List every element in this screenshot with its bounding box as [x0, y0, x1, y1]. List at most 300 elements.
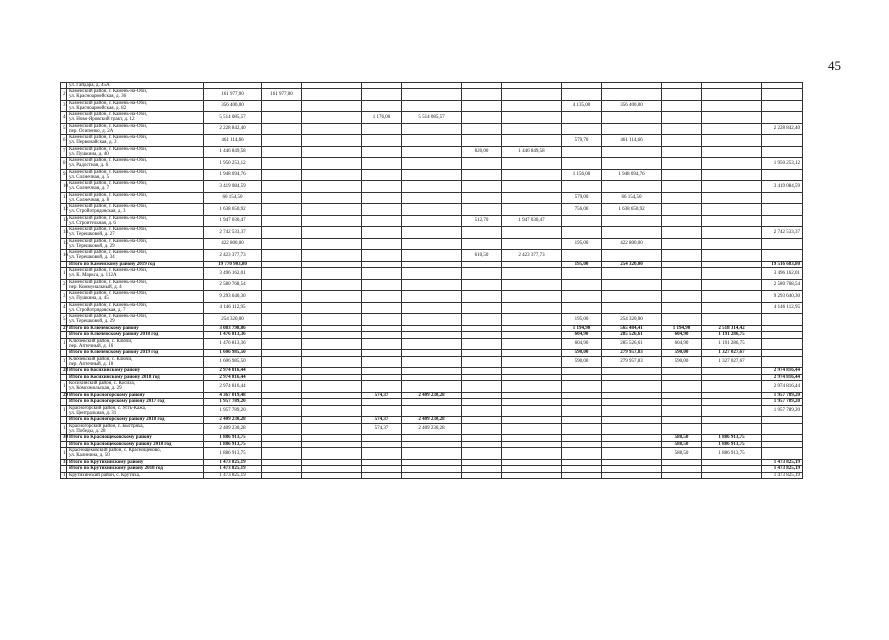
address-cell [67, 100, 204, 112]
address-cell [67, 314, 204, 326]
value-cell [362, 472, 402, 479]
address-line: ул. Строительная, д. 6 [69, 220, 116, 226]
value-cell [402, 227, 462, 239]
value-cell [262, 250, 302, 262]
row-number-cell: 7 [61, 146, 67, 158]
value-cell: 588,50 [662, 441, 702, 448]
value-cell [702, 215, 762, 227]
value-cell: 2 228 842,40 [762, 123, 803, 135]
value-cell: 1 194,90 [562, 325, 602, 332]
address-line: ул. Пушкина, д. 40 [69, 151, 109, 157]
value-cell [462, 192, 502, 204]
total-cost-cell: 461 114,66 [204, 135, 262, 147]
value-cell [562, 302, 602, 314]
value-cell [662, 268, 702, 280]
value-cell [362, 215, 402, 227]
row-number-cell: 11 [61, 192, 67, 204]
value-cell [702, 100, 762, 112]
address-cell [67, 423, 204, 435]
value-cell [662, 89, 702, 101]
value-cell: 2 409 230,28 [402, 423, 462, 435]
row-number-cell: 14 [61, 227, 67, 239]
address-line: Итого по Крутихинскому району 2018 год [69, 466, 163, 472]
value-cell: 512,70 [462, 215, 502, 227]
row-number-cell: 2 [61, 279, 67, 291]
value-cell [302, 146, 362, 158]
value-cell [462, 356, 502, 368]
value-cell [762, 314, 803, 326]
address-line: Итого по Краснощековскому району 2018 год [69, 441, 172, 447]
value-cell [502, 405, 562, 417]
value-cell [362, 314, 402, 326]
total-cost-cell: 1 473 825,19 [204, 472, 262, 479]
address-line: ул. Первомайская, д. 3 [69, 140, 117, 146]
value-cell: 1 473 825,19 [762, 472, 803, 479]
value-cell: 195,00 [562, 238, 602, 250]
value-cell [562, 268, 602, 280]
value-cell [662, 181, 702, 193]
table-row [61, 268, 803, 280]
value-cell: 2 742 533,37 [762, 227, 803, 239]
value-cell [562, 291, 602, 303]
value-cell [362, 204, 402, 216]
value-cell [702, 238, 762, 250]
row-number-cell: 12 [61, 204, 67, 216]
value-cell [302, 227, 362, 239]
value-cell: 574,37 [362, 423, 402, 435]
value-cell [462, 123, 502, 135]
address-line: Краснощековский район, с. Краснощеково, [69, 448, 161, 454]
address-line: ул. Комсомольская, д. 29 [69, 386, 122, 392]
value-cell [602, 448, 662, 460]
value-cell [402, 291, 462, 303]
value-cell [562, 112, 602, 124]
value-cell [362, 356, 402, 368]
table-row [61, 338, 803, 350]
value-cell [562, 123, 602, 135]
value-cell [762, 238, 803, 250]
value-cell [502, 381, 562, 393]
value-cell [302, 291, 362, 303]
address-cell [67, 192, 204, 204]
value-cell [262, 448, 302, 460]
value-cell [262, 146, 302, 158]
value-cell: 2 974 816,44 [762, 368, 803, 375]
address-cell [67, 89, 204, 101]
value-cell [402, 135, 462, 147]
total-cost-cell: 66 154,50 [204, 192, 262, 204]
total-cost-cell: 1 476 813,36 [204, 338, 262, 350]
row-number-cell: 30 [61, 435, 67, 442]
value-cell: 1 473 825,19 [762, 466, 803, 473]
total-cost-cell: 9 293 640,30 [204, 291, 262, 303]
address-line: ул. Терешковой, д. 34 [69, 255, 115, 261]
value-cell [662, 192, 702, 204]
value-cell: 2 409 230,28 [402, 417, 462, 424]
table-row [61, 302, 803, 314]
value-cell: 2 423 377,73 [502, 250, 562, 262]
address-line: ул. Ново-Яровский тракт, д. 12 [69, 117, 135, 123]
value-cell [362, 135, 402, 147]
value-cell [302, 423, 362, 435]
value-cell: 9 293 640,30 [762, 291, 803, 303]
value-cell [562, 215, 602, 227]
value-cell [702, 204, 762, 216]
row-number-cell: 1 [61, 356, 67, 368]
value-cell [462, 238, 502, 250]
value-cell [502, 169, 562, 181]
value-cell [362, 448, 402, 460]
address-line: пер. Аптечный, д. 16 [69, 343, 114, 349]
total-cost-cell: 1 948 694,76 [204, 169, 262, 181]
value-cell [662, 250, 702, 262]
value-cell [402, 338, 462, 350]
value-cell [662, 423, 702, 435]
address-line: Крутихинский район, с. Крутиха, [69, 472, 141, 478]
address-line: Итого по Косихинскому району 2018 год [69, 374, 160, 380]
value-cell [502, 302, 562, 314]
value-cell [662, 279, 702, 291]
row-number-cell: 1 [61, 472, 67, 479]
table-row [61, 448, 803, 460]
address-cell [67, 181, 204, 193]
address-line: Итого по Краснощековскому району [69, 435, 152, 441]
value-cell [262, 227, 302, 239]
value-cell: 461 114,66 [602, 135, 662, 147]
address-cell [67, 123, 204, 135]
value-cell [462, 227, 502, 239]
value-cell [602, 279, 662, 291]
total-cost-cell: 1 638 650,92 [204, 204, 262, 216]
table-row [61, 158, 803, 170]
value-cell [662, 238, 702, 250]
value-cell [702, 472, 762, 479]
value-cell: 610,50 [462, 250, 502, 262]
table-row [61, 123, 803, 135]
value-cell [502, 204, 562, 216]
value-cell [402, 356, 462, 368]
address-line: ул. Калинина, д. 50 [69, 453, 110, 459]
value-cell [502, 135, 562, 147]
total-cost-cell: 3 496 162,01 [204, 268, 262, 280]
value-cell [362, 381, 402, 393]
value-cell [702, 158, 762, 170]
value-cell: 579,00 [562, 192, 602, 204]
value-cell [462, 112, 502, 124]
value-cell: 2 974 816,44 [762, 374, 803, 381]
value-cell [402, 146, 462, 158]
row-number-cell: 10 [61, 181, 67, 193]
value-cell [302, 204, 362, 216]
value-cell [262, 302, 302, 314]
address-line: Каменский район, г. Камень-на-Оби, [69, 291, 147, 297]
value-cell [362, 89, 402, 101]
address-cell [67, 405, 204, 417]
address-line: Каменский район, г. Камень-на-Оби, [69, 112, 147, 118]
value-cell [302, 112, 362, 124]
address-line: Каменский район, г. Камень-на-Оби, [69, 169, 147, 175]
value-cell: 579,70 [562, 135, 602, 147]
value-cell: 820,00 [462, 146, 502, 158]
value-cell: 1 473 825,19 [762, 459, 803, 466]
capital-repair-table [60, 82, 803, 479]
value-cell [362, 181, 402, 193]
address-cell [67, 146, 204, 158]
address-line: ул. Пушкина, д. 45 [69, 296, 109, 302]
value-cell [702, 405, 762, 417]
value-cell [362, 146, 402, 158]
table-row [61, 238, 803, 250]
address-line: пер. Осипенко, д. 2А [69, 128, 114, 134]
address-cell [67, 472, 204, 479]
total-cost-cell: 19 770 903,80 [204, 261, 262, 268]
total-cost-cell: 161 977,00 [204, 89, 262, 101]
value-cell [602, 381, 662, 393]
address-line: Каменский район, г. Камень-на-Оби, [69, 215, 147, 221]
value-cell [562, 279, 602, 291]
table-row [61, 146, 803, 158]
address-line: ул. Стройотрядовская, д. 7 [69, 307, 126, 313]
value-cell [762, 215, 803, 227]
row-number-cell: 9 [61, 169, 67, 181]
total-cost-cell: 356 400,00 [204, 100, 262, 112]
total-cost-cell: 2 974 816,44 [204, 374, 262, 381]
value-cell [462, 169, 502, 181]
address-line: Каменский район, г. Камень-на-Оби, [69, 238, 147, 244]
address-line: Итого по Крутихинскому району [69, 459, 144, 465]
value-cell [502, 238, 562, 250]
value-cell [662, 302, 702, 314]
total-cost-cell: 2 409 230,28 [204, 423, 262, 435]
value-cell: 1 327 027,67 [702, 350, 762, 357]
address-cell [67, 227, 204, 239]
value-cell [702, 146, 762, 158]
value-cell [662, 381, 702, 393]
value-cell: 254 320,00 [602, 314, 662, 326]
value-cell [402, 472, 462, 479]
total-cost-cell: 3 083 798,86 [204, 325, 262, 332]
table-row [61, 227, 803, 239]
value-cell [262, 268, 302, 280]
value-cell [262, 123, 302, 135]
value-cell [402, 279, 462, 291]
value-cell [602, 268, 662, 280]
total-cost-cell: 1 957 789,20 [204, 405, 262, 417]
address-line: Каменский район, г. Камень-на-Оби, [69, 181, 147, 187]
value-cell: 4 146 112,95 [762, 302, 803, 314]
value-cell [402, 448, 462, 460]
value-cell [562, 448, 602, 460]
value-cell [462, 135, 502, 147]
value-cell [702, 169, 762, 181]
value-cell [662, 227, 702, 239]
row-number-cell: 6 [61, 135, 67, 147]
table-row [61, 181, 803, 193]
value-cell [402, 405, 462, 417]
value-cell: 285 526,61 [602, 332, 662, 339]
value-cell [562, 158, 602, 170]
row-number-cell: 1 [61, 381, 67, 393]
address-line: ул. Стройотрядовская, д. 3 [69, 209, 126, 215]
value-cell [262, 279, 302, 291]
total-cost-cell: 2 974 816,44 [204, 381, 262, 393]
total-cost-cell: 1 606 985,50 [204, 350, 262, 357]
value-cell [702, 135, 762, 147]
total-cost-cell: 2 423 377,73 [204, 250, 262, 262]
total-cost-cell: 2 974 816,44 [204, 368, 262, 375]
address-line: Итого по Красногорскому району 2017 год [69, 399, 165, 405]
row-number-cell: 4 [61, 112, 67, 124]
value-cell: 565 484,41 [602, 325, 662, 332]
value-cell: 19 516 683,80 [762, 261, 803, 268]
value-cell [302, 100, 362, 112]
value-cell [302, 268, 362, 280]
address-line: Каменский район, г. Камень-на-Оби, [69, 158, 147, 164]
table-row [61, 204, 803, 216]
value-cell [662, 204, 702, 216]
value-cell [302, 89, 362, 101]
address-cell [67, 381, 204, 393]
value-cell [362, 405, 402, 417]
value-cell: 1 950 253,12 [762, 158, 803, 170]
row-number-cell: 16 [61, 250, 67, 262]
value-cell [602, 112, 662, 124]
value-cell [362, 268, 402, 280]
value-cell [402, 181, 462, 193]
value-cell: 756,00 [562, 204, 602, 216]
address-line: Косихинский район, с. Косиха, [69, 381, 136, 387]
row-number-cell: 1 [61, 338, 67, 350]
value-cell [462, 338, 502, 350]
value-cell: 279 957,83 [602, 356, 662, 368]
address-line: ул. Терешковой, д. 29 [69, 319, 115, 325]
row-number-cell: 13 [61, 215, 67, 227]
value-cell [302, 381, 362, 393]
value-cell [302, 472, 362, 479]
address-line: ул. Красноармейская, д. 82 [69, 105, 127, 111]
row-number-cell: 1 [61, 448, 67, 460]
value-cell: 590,00 [662, 356, 702, 368]
value-cell [562, 250, 602, 262]
address-line: Итого по Красногорскому району [69, 392, 145, 398]
value-cell [602, 227, 662, 239]
address-line: Красногорский район, с. Быстряха, [69, 423, 144, 429]
value-cell [502, 279, 562, 291]
row-number-cell: 15 [61, 238, 67, 250]
value-cell [662, 100, 702, 112]
value-cell [762, 356, 803, 368]
row-number-cell: 5 [61, 123, 67, 135]
value-cell [762, 338, 803, 350]
value-cell [302, 356, 362, 368]
value-cell [462, 181, 502, 193]
value-cell: 3 496 162,01 [762, 268, 803, 280]
value-cell [362, 238, 402, 250]
value-cell [262, 356, 302, 368]
value-cell [662, 314, 702, 326]
row-number-cell: 29 [61, 392, 67, 399]
value-cell [462, 158, 502, 170]
address-cell: ул. Гайдара, д. 45А [67, 83, 204, 89]
table-row [61, 291, 803, 303]
value-cell: 1 886 913,75 [702, 441, 762, 448]
value-cell: 2 974 816,44 [762, 381, 803, 393]
value-cell [602, 291, 662, 303]
value-cell: 1 957 789,20 [762, 392, 803, 399]
value-cell: 1 176,00 [362, 112, 402, 124]
value-cell: 604,90 [562, 332, 602, 339]
value-cell: 1 948 694,76 [602, 169, 662, 181]
value-cell [462, 472, 502, 479]
address-line: Каменский район, г. Камень-на-Оби, [69, 268, 147, 274]
address-line: Каменский район, г. Камень-на-Оби, [69, 279, 147, 285]
address-line: Каменский район, г. Камень-на-Оби, [69, 204, 147, 210]
value-cell [602, 405, 662, 417]
value-cell [502, 112, 562, 124]
address-cell [67, 135, 204, 147]
total-cost-cell: 1 446 849,58 [204, 146, 262, 158]
value-cell [602, 158, 662, 170]
value-cell [502, 227, 562, 239]
value-cell [402, 238, 462, 250]
address-line: ул. Солнечная, д. 5 [69, 174, 110, 180]
value-cell: 574,37 [362, 392, 402, 399]
value-cell [762, 192, 803, 204]
address-line: Каменский район, г. Камень-на-Оби, [69, 100, 147, 106]
value-cell: 590,00 [662, 350, 702, 357]
row-number-cell: 27 [61, 325, 67, 332]
total-cost-cell: 2 742 533,37 [204, 227, 262, 239]
value-cell [662, 112, 702, 124]
table-row [61, 314, 803, 326]
total-cost-cell: 2 228 842,40 [204, 123, 262, 135]
table-row [61, 112, 803, 124]
table-row [61, 423, 803, 435]
value-cell [762, 100, 803, 112]
value-cell [562, 89, 602, 101]
value-cell [702, 112, 762, 124]
value-cell [702, 314, 762, 326]
value-cell [702, 381, 762, 393]
address-line: Ключевский район, с. Ключи, [69, 338, 133, 344]
value-cell [562, 181, 602, 193]
value-cell [702, 89, 762, 101]
value-cell [462, 268, 502, 280]
table-row [61, 356, 803, 368]
value-cell [462, 89, 502, 101]
value-cell [362, 169, 402, 181]
value-cell [362, 250, 402, 262]
address-line: Каменский район, г. Камень-на-Оби, [69, 227, 147, 233]
value-cell [562, 227, 602, 239]
value-cell: 1 638 650,92 [602, 204, 662, 216]
value-cell: 195,00 [562, 261, 602, 268]
value-cell [302, 169, 362, 181]
value-cell [762, 89, 803, 101]
value-cell [502, 472, 562, 479]
value-cell [702, 291, 762, 303]
value-cell: 1 194,90 [662, 325, 702, 332]
address-cell [67, 268, 204, 280]
value-cell [362, 100, 402, 112]
value-cell [762, 204, 803, 216]
value-cell [762, 135, 803, 147]
address-line: ул. Победы, д. 28 [69, 428, 106, 434]
value-cell [302, 302, 362, 314]
value-cell [402, 123, 462, 135]
value-cell [302, 181, 362, 193]
value-cell [262, 338, 302, 350]
